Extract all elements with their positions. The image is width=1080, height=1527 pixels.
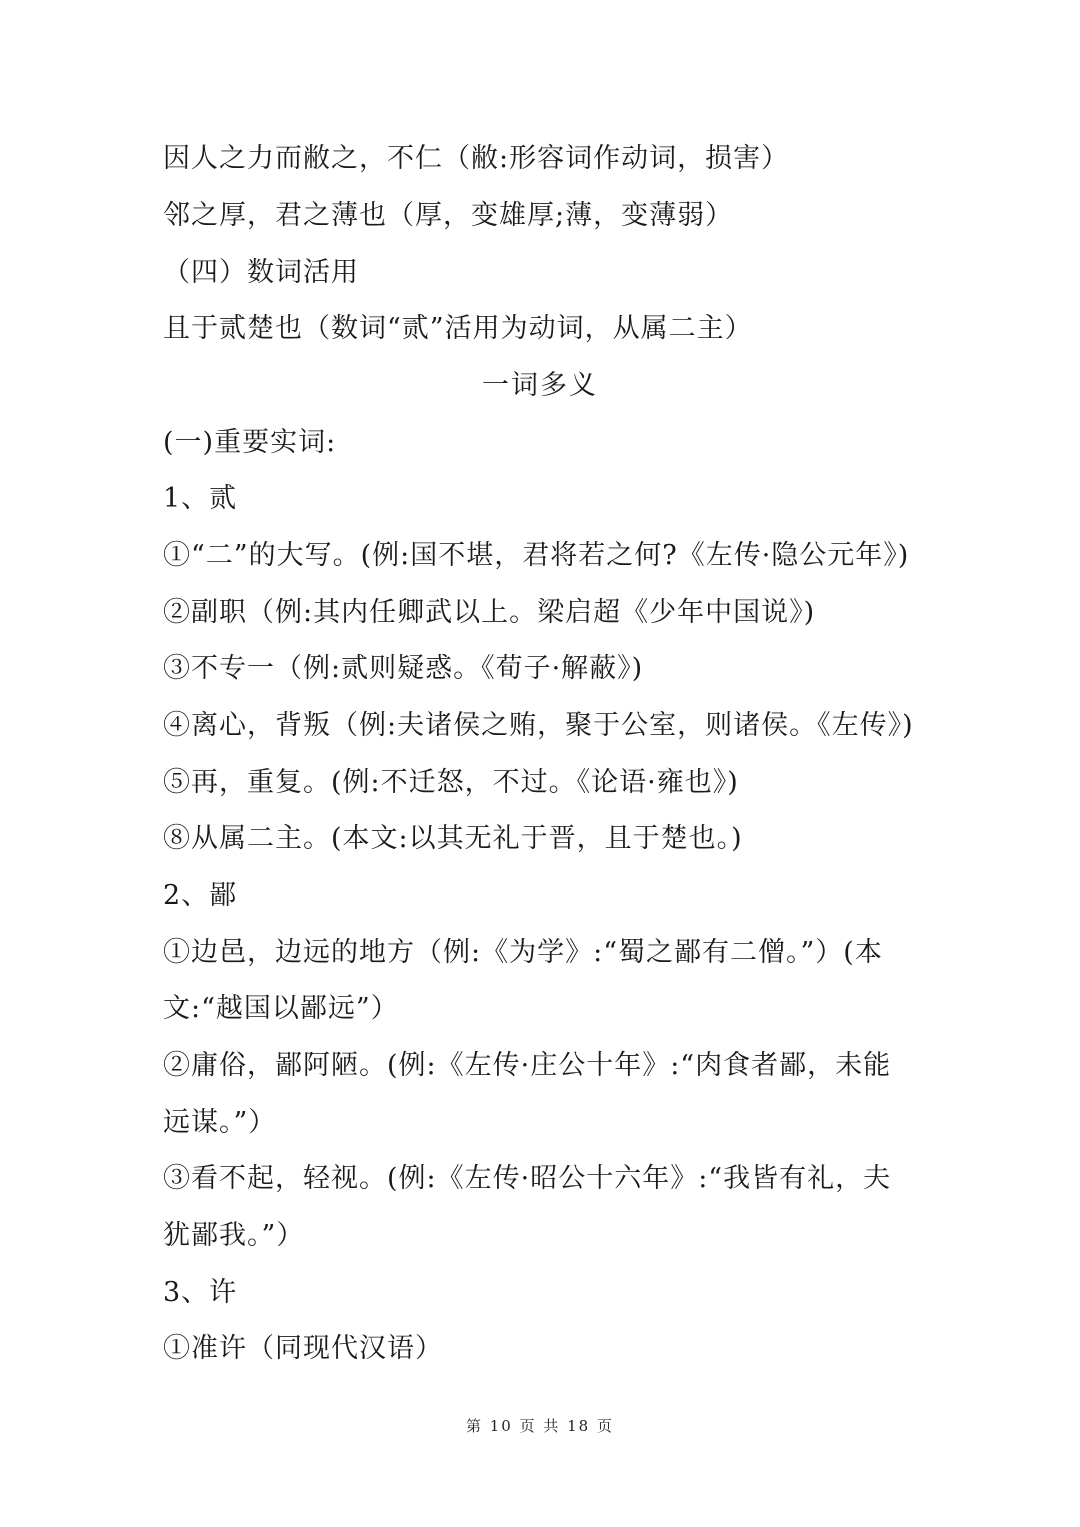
entry-heading-xu: 3、许 xyxy=(163,1277,238,1308)
definition-item-continued: 文:“越国以鄙远”） xyxy=(163,993,399,1024)
page-footer: 第 10 页 共 18 页 xyxy=(465,1417,614,1435)
definition-item: ⑧从属二主。(本文:以其无礼于晋，且于楚也。) xyxy=(163,823,743,854)
definition-item: ③看不起，轻视。(例:《左传·昭公十六年》:“我皆有礼，夫 xyxy=(163,1163,892,1194)
text-line-2: 邻之厚，君之薄也（厚，变雄厚;薄，变薄弱） xyxy=(163,200,734,231)
entry-heading-er: 1、贰 xyxy=(163,483,238,514)
subsection-heading: (一)重要实词: xyxy=(163,427,337,458)
definition-item: ①边邑，边远的地方（例:《为学》:“蜀之鄙有二僧。”）(本 xyxy=(163,937,883,968)
text-line-1: 因人之力而敝之，不仁（敝:形容词作动词，损害） xyxy=(163,143,790,174)
entry-heading-bi: 2、鄙 xyxy=(163,880,238,911)
section-heading-numeral-usage: （四）数词活用 xyxy=(163,257,359,288)
definition-item: ②庸俗，鄙阿陋。(例:《左传·庄公十年》:“肉食者鄙，未能 xyxy=(163,1050,892,1081)
definition-item: ⑤再，重复。(例:不迁怒，不过。《论语·雍也》) xyxy=(163,767,739,798)
definition-item: ①准许（同现代汉语） xyxy=(163,1333,443,1364)
definition-item-continued: 犹鄙我。”） xyxy=(163,1220,305,1251)
definition-item-continued: 远谋。”） xyxy=(163,1107,277,1138)
definition-item: ①“二”的大写。(例:国不堪，君将若之何?《左传·隐公元年》) xyxy=(163,540,910,571)
definition-item: ③不专一（例:贰则疑惑。《荀子·解蔽》) xyxy=(163,653,644,684)
definition-item: ②副职（例:其内任卿武以上。梁启超《少年中国说》) xyxy=(163,597,816,628)
text-line-4: 且于贰楚也（数词“贰”活用为动词，从属二主） xyxy=(163,313,753,344)
section-title-polysemy: 一词多义 xyxy=(482,370,598,401)
definition-item: ④离心，背叛（例:夫诸侯之贿，聚于公室，则诸侯。《左传》) xyxy=(163,710,914,741)
